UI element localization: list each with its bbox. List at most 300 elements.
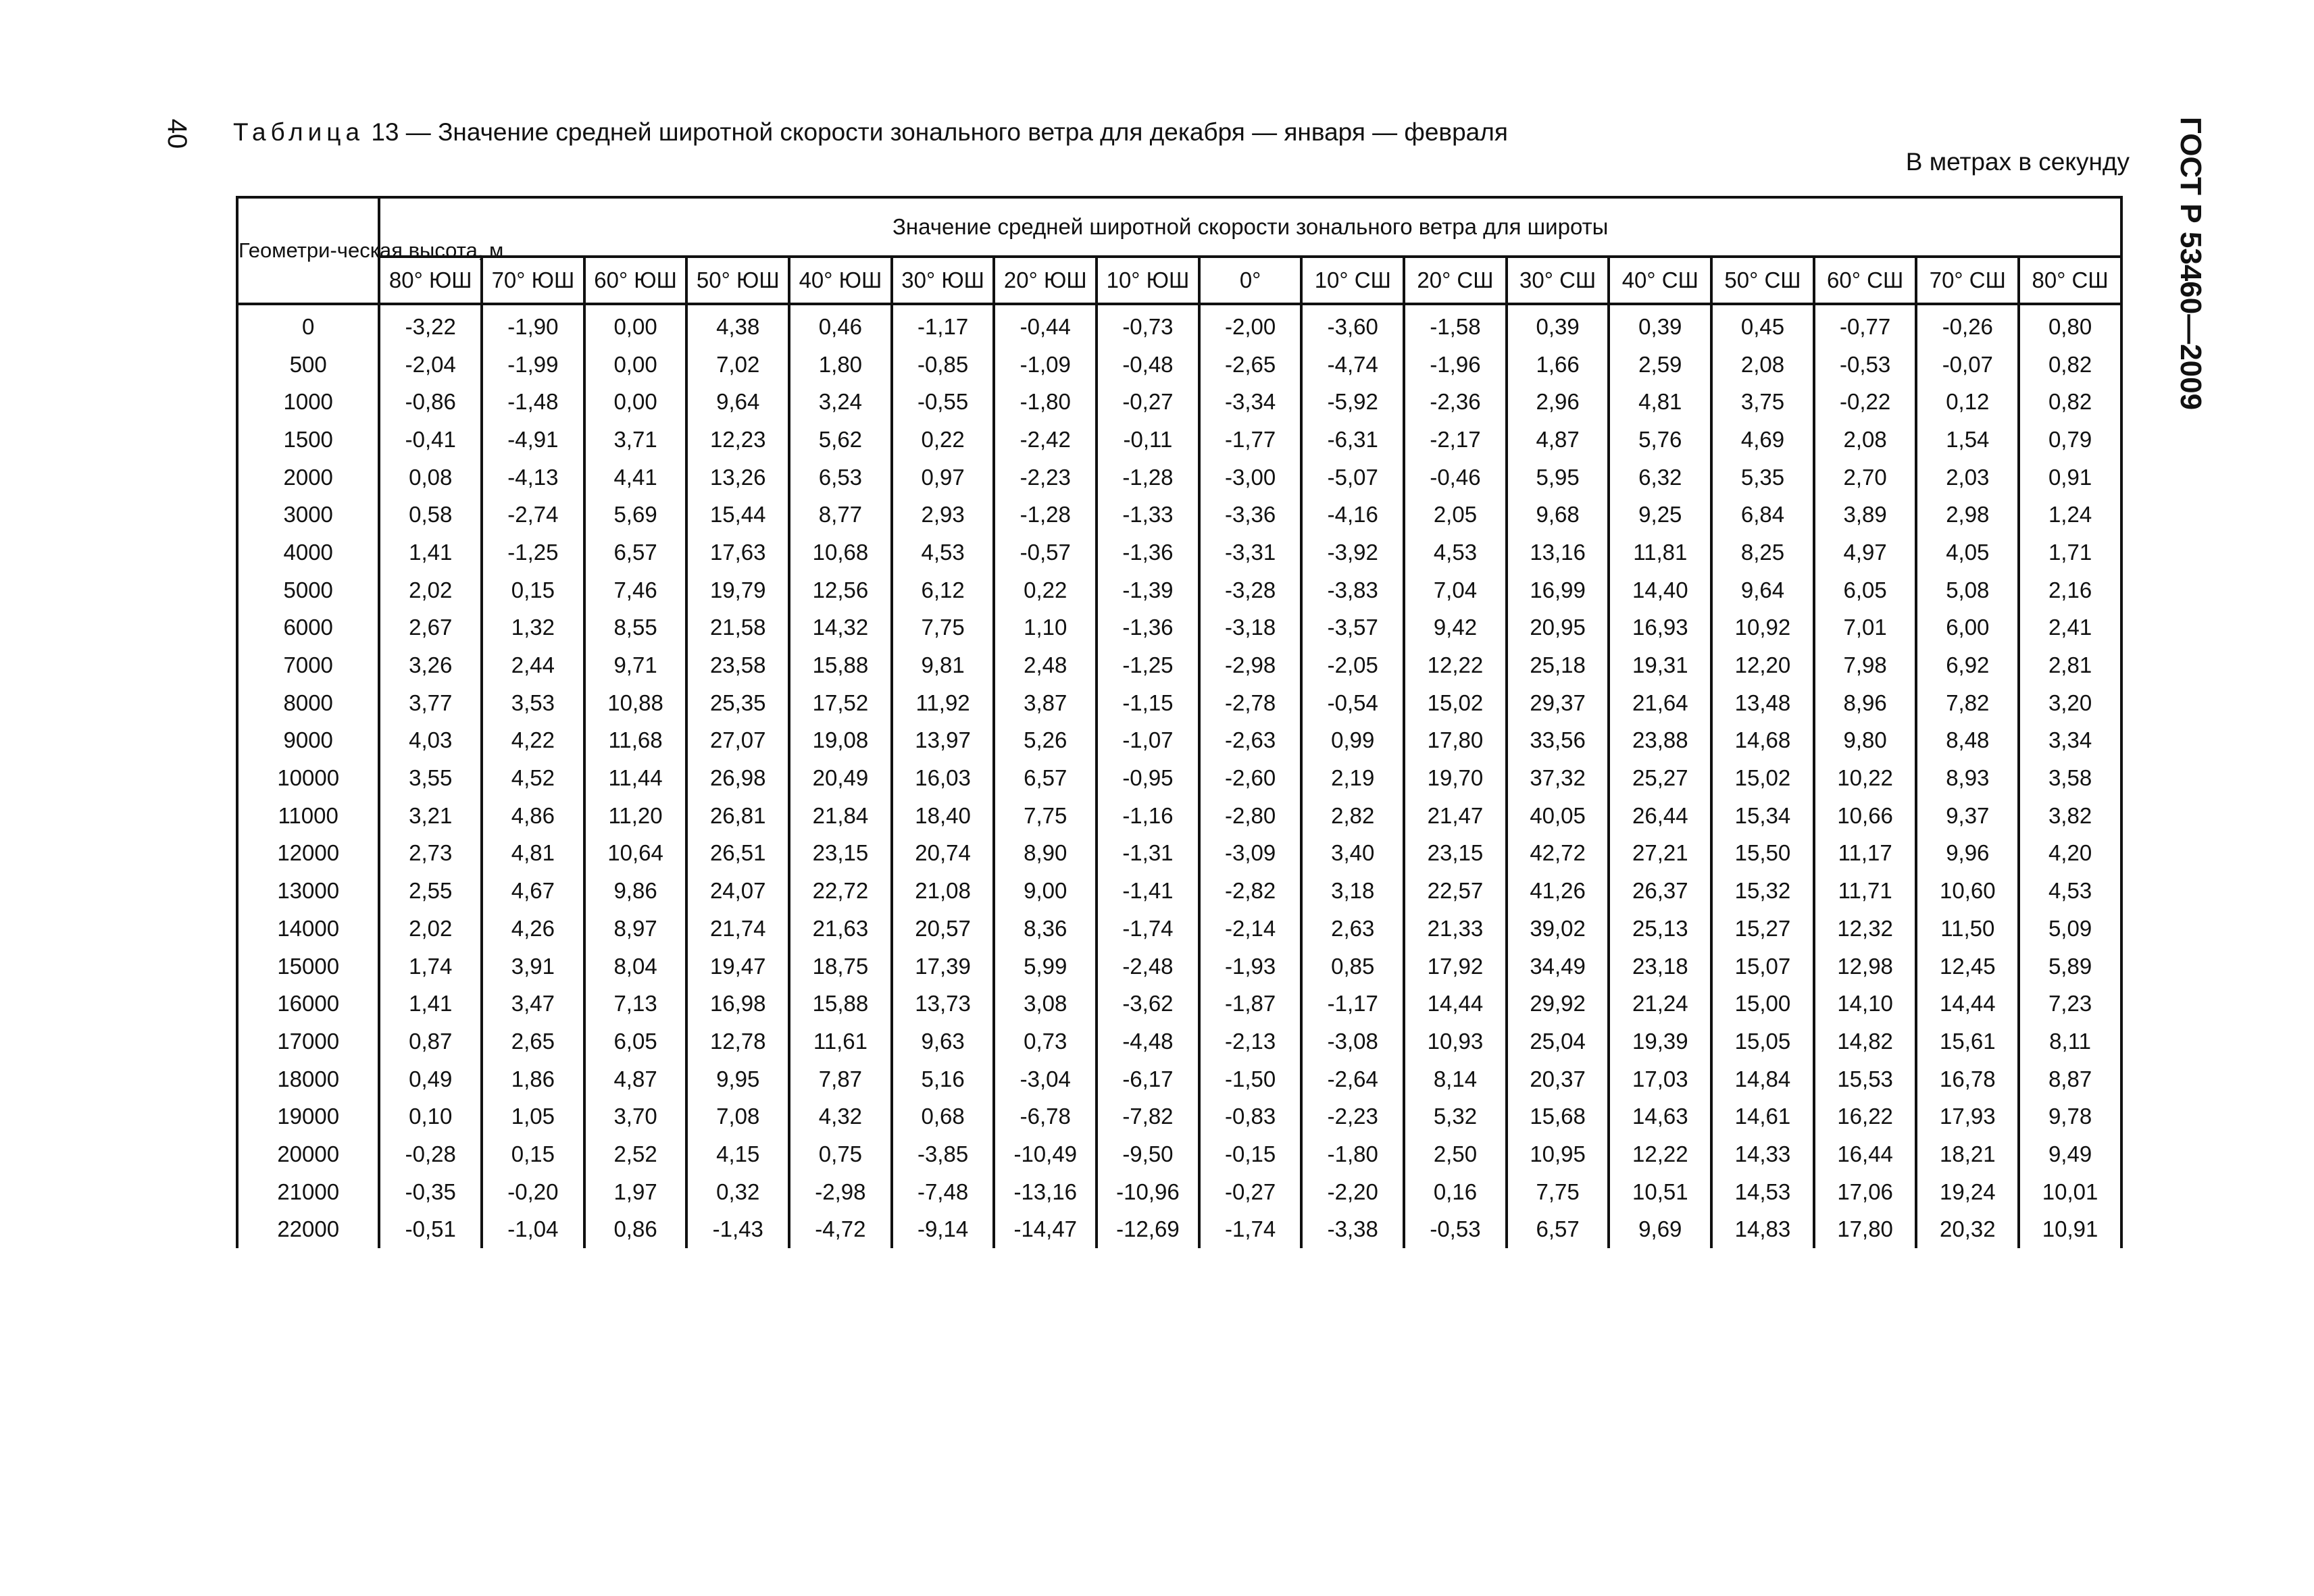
wind-speed-cell: -3,34	[1199, 383, 1302, 421]
wind-speed-cell: 7,75	[892, 609, 995, 647]
wind-speed-cell: -4,48	[1097, 1023, 1199, 1060]
wind-speed-cell: 0,82	[2019, 346, 2121, 384]
wind-speed-cell: 2,70	[1814, 459, 1917, 496]
wind-speed-cell: 0,16	[1404, 1173, 1507, 1211]
table-title-text: 13 — Значение средней широтной скорости зонального ветра для декабря — января — февраля	[364, 118, 1508, 146]
wind-speed-cell: -2,42	[994, 421, 1097, 459]
altitude-cell: 16000	[237, 985, 379, 1023]
wind-speed-cell: 2,19	[1301, 759, 1404, 797]
wind-speed-cell: 22,57	[1404, 872, 1507, 910]
wind-speed-cell: -1,80	[1301, 1135, 1404, 1173]
wind-speed-cell: 9,42	[1404, 609, 1507, 647]
wind-speed-cell: 20,49	[789, 759, 892, 797]
wind-speed-cell: 3,40	[1301, 835, 1404, 873]
wind-speed-cell: -1,43	[686, 1211, 789, 1249]
wind-speed-cell: 2,03	[1916, 459, 2019, 496]
wind-speed-cell: 4,41	[584, 459, 687, 496]
wind-speed-cell: -2,20	[1301, 1173, 1404, 1211]
wind-speed-cell: 4,20	[2019, 835, 2121, 873]
wind-speed-cell: 13,16	[1507, 534, 1609, 571]
wind-speed-cell: -5,92	[1301, 383, 1404, 421]
wind-speed-cell: 19,39	[1609, 1023, 1711, 1060]
wind-speed-cell: 14,84	[1711, 1060, 1814, 1098]
wind-speed-cell: 7,13	[584, 985, 687, 1023]
wind-speed-cell: 15,05	[1711, 1023, 1814, 1060]
altitude-cell: 19000	[237, 1098, 379, 1135]
wind-speed-cell: 15,32	[1711, 872, 1814, 910]
wind-speed-table	[236, 196, 2123, 1248]
wind-speed-cell: 3,24	[789, 383, 892, 421]
latitude-header: 70° ЮШ	[482, 257, 584, 304]
altitude-cell: 7000	[237, 646, 379, 684]
table-row	[237, 985, 2121, 1023]
wind-speed-cell: 2,16	[2019, 571, 2121, 609]
wind-speed-cell: 11,71	[1814, 872, 1917, 910]
wind-speed-cell: 26,81	[686, 797, 789, 835]
wind-speed-cell: 21,08	[892, 872, 995, 910]
wind-speed-cell: -1,36	[1097, 534, 1199, 571]
wind-speed-cell: -4,13	[482, 459, 584, 496]
wind-speed-cell: -0,85	[892, 346, 995, 384]
wind-speed-cell: -2,23	[1301, 1098, 1404, 1135]
wind-speed-cell: 7,04	[1404, 571, 1507, 609]
wind-speed-cell: 0,87	[379, 1023, 482, 1060]
wind-speed-cell: 6,53	[789, 459, 892, 496]
wind-speed-cell: 15,00	[1711, 985, 1814, 1023]
table-row	[237, 459, 2121, 496]
table-row	[237, 1211, 2121, 1249]
latitude-header: 40° ЮШ	[789, 257, 892, 304]
wind-speed-cell: 21,64	[1609, 684, 1711, 722]
latitude-header: 10° ЮШ	[1097, 257, 1199, 304]
wind-speed-cell: 1,54	[1916, 421, 2019, 459]
wind-speed-cell: 8,36	[994, 910, 1097, 948]
wind-speed-cell: 2,02	[379, 910, 482, 948]
wind-speed-cell: 4,03	[379, 722, 482, 760]
wind-speed-cell: 11,92	[892, 684, 995, 722]
wind-speed-cell: 0,00	[584, 383, 687, 421]
wind-speed-cell: 11,81	[1609, 534, 1711, 571]
wind-speed-cell: -1,17	[892, 305, 995, 346]
wind-speed-cell: 3,89	[1814, 496, 1917, 534]
table-row	[237, 797, 2121, 835]
wind-speed-cell: -0,57	[994, 534, 1097, 571]
wind-speed-cell: -2,98	[1199, 646, 1302, 684]
wind-speed-cell: 10,01	[2019, 1173, 2121, 1211]
wind-speed-cell: 17,03	[1609, 1060, 1711, 1098]
wind-speed-cell: 12,98	[1814, 948, 1917, 985]
wind-speed-cell: -1,31	[1097, 835, 1199, 873]
wind-speed-cell: -9,14	[892, 1211, 995, 1249]
wind-speed-cell: 0,46	[789, 305, 892, 346]
wind-speed-cell: -7,82	[1097, 1098, 1199, 1135]
table-row	[237, 1135, 2121, 1173]
table-row	[237, 1173, 2121, 1211]
wind-speed-cell: 8,77	[789, 496, 892, 534]
wind-speed-cell: 9,81	[892, 646, 995, 684]
wind-speed-cell: 23,15	[789, 835, 892, 873]
wind-speed-cell: 2,05	[1404, 496, 1507, 534]
altitude-cell: 3000	[237, 496, 379, 534]
table-row	[237, 948, 2121, 985]
wind-speed-cell: 8,90	[994, 835, 1097, 873]
table-row	[237, 684, 2121, 722]
wind-speed-cell: 4,32	[789, 1098, 892, 1135]
wind-speed-cell: 11,68	[584, 722, 687, 760]
table-body	[237, 305, 2121, 1248]
wind-speed-cell: -1,87	[1199, 985, 1302, 1023]
wind-speed-cell: 29,92	[1507, 985, 1609, 1023]
wind-speed-cell: 1,74	[379, 948, 482, 985]
wind-speed-cell: 14,61	[1711, 1098, 1814, 1135]
altitude-cell: 5000	[237, 571, 379, 609]
wind-speed-cell: -4,74	[1301, 346, 1404, 384]
wind-speed-cell: -3,38	[1301, 1211, 1404, 1249]
wind-speed-cell: -1,74	[1199, 1211, 1302, 1249]
wind-speed-cell: -0,41	[379, 421, 482, 459]
wind-speed-cell: 15,44	[686, 496, 789, 534]
wind-speed-cell: -1,50	[1199, 1060, 1302, 1098]
wind-speed-cell: 19,24	[1916, 1173, 2019, 1211]
table-row	[237, 534, 2121, 571]
table-row	[237, 305, 2121, 346]
wind-speed-cell: 3,18	[1301, 872, 1404, 910]
wind-speed-cell: 8,87	[2019, 1060, 2121, 1098]
wind-speed-cell: 18,75	[789, 948, 892, 985]
wind-speed-cell: 1,41	[379, 985, 482, 1023]
wind-speed-cell: 16,98	[686, 985, 789, 1023]
wind-speed-cell: -2,80	[1199, 797, 1302, 835]
altitude-cell: 14000	[237, 910, 379, 948]
wind-speed-cell: 8,48	[1916, 722, 2019, 760]
wind-speed-cell: 9,49	[2019, 1135, 2121, 1173]
wind-speed-cell: 10,91	[2019, 1211, 2121, 1249]
wind-speed-cell: 14,53	[1711, 1173, 1814, 1211]
wind-speed-cell: -5,07	[1301, 459, 1404, 496]
wind-speed-cell: 39,02	[1507, 910, 1609, 948]
wind-speed-cell: -3,92	[1301, 534, 1404, 571]
wind-speed-cell: 9,80	[1814, 722, 1917, 760]
wind-speed-cell: 0,15	[482, 571, 584, 609]
wind-speed-cell: -1,17	[1301, 985, 1404, 1023]
wind-speed-cell: -3,60	[1301, 305, 1404, 346]
wind-speed-cell: 1,05	[482, 1098, 584, 1135]
wind-speed-cell: 2,48	[994, 646, 1097, 684]
wind-speed-cell: 3,71	[584, 421, 687, 459]
wind-speed-cell: 0,08	[379, 459, 482, 496]
wind-speed-cell: -3,22	[379, 305, 482, 346]
wind-speed-cell: 21,58	[686, 609, 789, 647]
wind-speed-cell: 0,12	[1916, 383, 2019, 421]
wind-speed-cell: 9,25	[1609, 496, 1711, 534]
wind-speed-cell: 0,82	[2019, 383, 2121, 421]
wind-speed-cell: 13,73	[892, 985, 995, 1023]
wind-speed-cell: 4,81	[482, 835, 584, 873]
wind-speed-cell: -6,31	[1301, 421, 1404, 459]
wind-speed-cell: 17,06	[1814, 1173, 1917, 1211]
altitude-cell: 17000	[237, 1023, 379, 1060]
wind-speed-cell: 2,98	[1916, 496, 2019, 534]
wind-speed-cell: 0,22	[892, 421, 995, 459]
latitude-header: 60° СШ	[1814, 257, 1917, 304]
wind-speed-cell: 1,24	[2019, 496, 2121, 534]
wind-speed-cell: 1,41	[379, 534, 482, 571]
wind-speed-cell: 33,56	[1507, 722, 1609, 760]
wind-speed-cell: 17,80	[1814, 1211, 1917, 1249]
wind-speed-cell: -1,96	[1404, 346, 1507, 384]
wind-speed-cell: 15,68	[1507, 1098, 1609, 1135]
wind-speed-cell: 4,67	[482, 872, 584, 910]
wind-speed-cell: 0,32	[686, 1173, 789, 1211]
wind-speed-cell: 10,22	[1814, 759, 1917, 797]
wind-speed-cell: -0,11	[1097, 421, 1199, 459]
wind-speed-cell: 16,78	[1916, 1060, 2019, 1098]
wind-speed-cell: 27,21	[1609, 835, 1711, 873]
wind-speed-cell: 1,80	[789, 346, 892, 384]
wind-speed-cell: -0,28	[379, 1135, 482, 1173]
wind-speed-cell: -3,83	[1301, 571, 1404, 609]
wind-speed-cell: 6,05	[1814, 571, 1917, 609]
wind-speed-cell: 7,98	[1814, 646, 1917, 684]
wind-speed-cell: 4,26	[482, 910, 584, 948]
latitude-header: 60° ЮШ	[584, 257, 687, 304]
wind-speed-cell: 0,00	[584, 346, 687, 384]
wind-speed-cell: -0,46	[1404, 459, 1507, 496]
wind-speed-cell: -1,33	[1097, 496, 1199, 534]
altitude-cell: 20000	[237, 1135, 379, 1173]
wind-speed-cell: 3,47	[482, 985, 584, 1023]
wind-speed-cell: -3,62	[1097, 985, 1199, 1023]
wind-speed-cell: 9,71	[584, 646, 687, 684]
wind-speed-cell: 0,73	[994, 1023, 1097, 1060]
wind-speed-cell: 1,32	[482, 609, 584, 647]
wind-speed-cell: 4,87	[1507, 421, 1609, 459]
wind-speed-cell: -2,82	[1199, 872, 1302, 910]
wind-speed-cell: -2,36	[1404, 383, 1507, 421]
wind-speed-cell: 4,38	[686, 305, 789, 346]
wind-speed-cell: -0,83	[1199, 1098, 1302, 1135]
wind-speed-cell: -3,00	[1199, 459, 1302, 496]
wind-speed-cell: -1,04	[482, 1211, 584, 1249]
wind-speed-cell: -1,48	[482, 383, 584, 421]
wind-speed-cell: 15,02	[1404, 684, 1507, 722]
wind-speed-cell: 10,60	[1916, 872, 2019, 910]
wind-speed-cell: 34,49	[1507, 948, 1609, 985]
wind-speed-cell: 10,93	[1404, 1023, 1507, 1060]
wind-speed-cell: 15,50	[1711, 835, 1814, 873]
wind-speed-cell: 4,97	[1814, 534, 1917, 571]
wind-speed-cell: 12,22	[1404, 646, 1507, 684]
wind-speed-cell: 4,52	[482, 759, 584, 797]
wind-speed-cell: 3,91	[482, 948, 584, 985]
wind-speed-cell: 13,97	[892, 722, 995, 760]
wind-speed-cell: 7,01	[1814, 609, 1917, 647]
wind-speed-cell: 4,81	[1609, 383, 1711, 421]
wind-speed-cell: -1,36	[1097, 609, 1199, 647]
wind-speed-cell: 20,57	[892, 910, 995, 948]
wind-speed-cell: 24,07	[686, 872, 789, 910]
wind-speed-cell: -0,86	[379, 383, 482, 421]
wind-speed-cell: 15,07	[1711, 948, 1814, 985]
wind-speed-cell: 12,45	[1916, 948, 2019, 985]
wind-speed-cell: -3,85	[892, 1135, 995, 1173]
wind-speed-cell: 14,44	[1916, 985, 2019, 1023]
wind-speed-cell: -0,54	[1301, 684, 1404, 722]
wind-speed-cell: 2,93	[892, 496, 995, 534]
wind-speed-cell: 23,58	[686, 646, 789, 684]
wind-speed-cell: 3,34	[2019, 722, 2121, 760]
wind-speed-cell: -2,00	[1199, 305, 1302, 346]
wind-speed-cell: 5,89	[2019, 948, 2121, 985]
wind-speed-cell: 4,22	[482, 722, 584, 760]
wind-speed-cell: 14,44	[1404, 985, 1507, 1023]
wind-speed-cell: 29,37	[1507, 684, 1609, 722]
wind-speed-cell: 0,49	[379, 1060, 482, 1098]
wind-speed-cell: 2,96	[1507, 383, 1609, 421]
wind-speed-cell: -0,44	[994, 305, 1097, 346]
wind-speed-cell: -0,51	[379, 1211, 482, 1249]
wind-speed-cell: 5,26	[994, 722, 1097, 760]
wind-speed-cell: -4,72	[789, 1211, 892, 1249]
wind-speed-cell: 14,82	[1814, 1023, 1917, 1060]
wind-speed-cell: -0,07	[1916, 346, 2019, 384]
altitude-cell: 6000	[237, 609, 379, 647]
wind-speed-cell: -0,20	[482, 1173, 584, 1211]
wind-speed-cell: 41,26	[1507, 872, 1609, 910]
wind-speed-cell: 2,55	[379, 872, 482, 910]
wind-speed-cell: 9,96	[1916, 835, 2019, 873]
wind-speed-cell: 14,83	[1711, 1211, 1814, 1249]
wind-speed-cell: 15,53	[1814, 1060, 1917, 1098]
wind-speed-cell: 5,35	[1711, 459, 1814, 496]
wind-speed-cell: 0,91	[2019, 459, 2121, 496]
latitude-header: 70° СШ	[1916, 257, 2019, 304]
wind-speed-cell: 20,37	[1507, 1060, 1609, 1098]
wind-speed-cell: 14,10	[1814, 985, 1917, 1023]
wind-speed-cell: 4,87	[584, 1060, 687, 1098]
altitude-cell: 12000	[237, 835, 379, 873]
wind-speed-cell: -4,16	[1301, 496, 1404, 534]
wind-speed-cell: 6,92	[1916, 646, 2019, 684]
wind-speed-cell: 3,55	[379, 759, 482, 797]
wind-speed-cell: 17,80	[1404, 722, 1507, 760]
wind-speed-cell: 14,32	[789, 609, 892, 647]
wind-speed-cell: -1,99	[482, 346, 584, 384]
wind-speed-cell: 21,63	[789, 910, 892, 948]
wind-speed-cell: 19,47	[686, 948, 789, 985]
wind-speed-cell: -3,28	[1199, 571, 1302, 609]
wind-speed-cell: -2,60	[1199, 759, 1302, 797]
wind-speed-cell: 0,39	[1609, 305, 1711, 346]
wind-speed-cell: -1,28	[1097, 459, 1199, 496]
wind-speed-cell: 17,63	[686, 534, 789, 571]
wind-speed-cell: 12,78	[686, 1023, 789, 1060]
wind-speed-cell: -0,35	[379, 1173, 482, 1211]
wind-speed-cell: 0,86	[584, 1211, 687, 1249]
wind-speed-cell: -0,27	[1199, 1173, 1302, 1211]
wind-speed-cell: 11,44	[584, 759, 687, 797]
latitude-header: 50° СШ	[1711, 257, 1814, 304]
wind-speed-cell: -2,14	[1199, 910, 1302, 948]
wind-speed-cell: 20,95	[1507, 609, 1609, 647]
wind-speed-cell: 2,41	[2019, 609, 2121, 647]
wind-speed-cell: 12,32	[1814, 910, 1917, 948]
wind-speed-cell: -0,27	[1097, 383, 1199, 421]
wind-speed-cell: 1,66	[1507, 346, 1609, 384]
wind-speed-cell: 5,76	[1609, 421, 1711, 459]
wind-speed-cell: 0,99	[1301, 722, 1404, 760]
wind-speed-cell: 3,26	[379, 646, 482, 684]
wind-speed-cell: 4,53	[892, 534, 995, 571]
wind-speed-cell: 0,68	[892, 1098, 995, 1135]
wind-speed-cell: 17,92	[1404, 948, 1507, 985]
wind-speed-cell: -2,98	[789, 1173, 892, 1211]
wind-speed-cell: 0,39	[1507, 305, 1609, 346]
wind-speed-cell: 15,61	[1916, 1023, 2019, 1060]
wind-speed-cell: 9,86	[584, 872, 687, 910]
wind-speed-cell: -0,22	[1814, 383, 1917, 421]
table-row	[237, 1023, 2121, 1060]
table-row	[237, 346, 2121, 384]
wind-speed-cell: -2,63	[1199, 722, 1302, 760]
wind-speed-cell: -3,04	[994, 1060, 1097, 1098]
wind-speed-cell: 3,20	[2019, 684, 2121, 722]
wind-speed-cell: 26,37	[1609, 872, 1711, 910]
wind-speed-cell: 2,81	[2019, 646, 2121, 684]
latitude-header: 30° СШ	[1507, 257, 1609, 304]
wind-speed-cell: 15,02	[1711, 759, 1814, 797]
wind-speed-cell: -2,78	[1199, 684, 1302, 722]
wind-speed-cell: 14,63	[1609, 1098, 1711, 1135]
wind-speed-cell: 5,99	[994, 948, 1097, 985]
wind-speed-cell: 37,32	[1507, 759, 1609, 797]
wind-speed-cell: -0,55	[892, 383, 995, 421]
altitude-cell: 18000	[237, 1060, 379, 1098]
latitude-header: 10° СШ	[1301, 257, 1404, 304]
wind-speed-cell: 3,75	[1711, 383, 1814, 421]
altitude-cell: 1500	[237, 421, 379, 459]
wind-speed-cell: -1,25	[482, 534, 584, 571]
wind-speed-cell: 19,70	[1404, 759, 1507, 797]
wind-speed-cell: 2,08	[1814, 421, 1917, 459]
wind-speed-cell: -1,28	[994, 496, 1097, 534]
wind-speed-cell: 16,44	[1814, 1135, 1917, 1173]
wind-speed-cell: 0,22	[994, 571, 1097, 609]
wind-speed-cell: 2,44	[482, 646, 584, 684]
page-number: 40	[162, 118, 192, 149]
wind-speed-cell: -2,65	[1199, 346, 1302, 384]
wind-speed-cell: 10,51	[1609, 1173, 1711, 1211]
wind-speed-cell: 15,88	[789, 646, 892, 684]
wind-speed-cell: 23,18	[1609, 948, 1711, 985]
wind-speed-cell: 5,08	[1916, 571, 2019, 609]
wind-speed-cell: 25,04	[1507, 1023, 1609, 1060]
wind-speed-cell: -0,48	[1097, 346, 1199, 384]
wind-speed-cell: 7,87	[789, 1060, 892, 1098]
wind-speed-cell: 21,47	[1404, 797, 1507, 835]
wind-speed-cell: 9,00	[994, 872, 1097, 910]
wind-speed-cell: 14,40	[1609, 571, 1711, 609]
wind-speed-cell: -1,07	[1097, 722, 1199, 760]
wind-speed-cell: -6,78	[994, 1098, 1097, 1135]
wind-speed-cell: 12,23	[686, 421, 789, 459]
latitude-header: 0°	[1199, 257, 1302, 304]
table-title	[233, 116, 1508, 149]
wind-speed-cell: 10,92	[1711, 609, 1814, 647]
wind-speed-cell: 2,52	[584, 1135, 687, 1173]
wind-speed-cell: -3,09	[1199, 835, 1302, 873]
wind-speed-cell: 25,35	[686, 684, 789, 722]
